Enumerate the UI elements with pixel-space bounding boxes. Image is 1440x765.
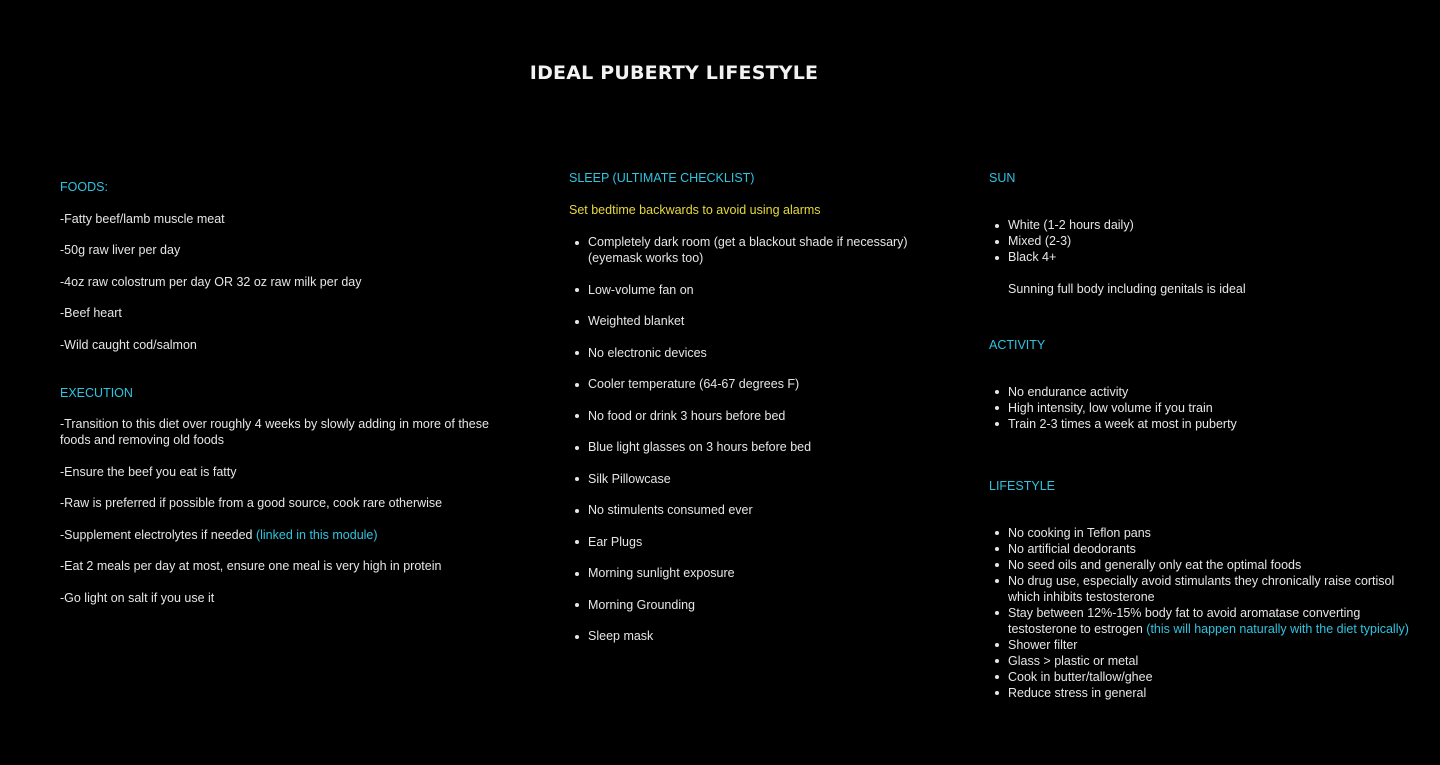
food-item: -Fatty beef/lamb muscle meat: [60, 211, 225, 226]
lifestyle-item: Glass > plastic or metal: [989, 653, 1409, 669]
lifestyle-item: No cooking in Teflon pans: [989, 525, 1409, 541]
sleep-item: Completely dark room (get a blackout shade if necessary) (eyemask works too): [569, 234, 959, 266]
sun-activity-lifestyle-column: [989, 170, 1409, 701]
sleep-item: Weighted blanket: [569, 313, 959, 329]
activity-list: [989, 384, 1409, 432]
sleep-item: No food or drink 3 hours before bed: [569, 408, 959, 424]
page-title: IDEAL PUBERTY LIFESTYLE: [529, 62, 819, 84]
lifestyle-item-bodyfat: [989, 605, 1409, 637]
sun-item: White (1-2 hours daily): [989, 217, 1409, 233]
sleep-column: [569, 170, 959, 644]
lifestyle-list: [989, 525, 1409, 701]
execution-heading: EXECUTION: [60, 385, 133, 400]
lifestyle-item: No seed oils and generally only eat the optimal foods: [989, 557, 1409, 573]
activity-item: Train 2-3 times a week at most in puberty: [989, 416, 1409, 432]
execution-item: -Eat 2 meals per day at most, ensure one meal is very high in protein: [60, 559, 442, 573]
lifestyle-item: No drug use, especially avoid stimulants they chronically raise cortisol which inhibits testosterone: [989, 573, 1409, 605]
sun-item: Mixed (2-3): [989, 233, 1409, 249]
activity-item: No endurance activity: [989, 384, 1409, 400]
sleep-item: Blue light glasses on 3 hours before bed: [569, 439, 959, 455]
lifestyle-item: Cook in butter/tallow/ghee: [989, 669, 1409, 685]
bodyfat-note: (this will happen naturally with the diet typically): [1146, 621, 1409, 636]
sleep-checklist: [569, 234, 959, 644]
food-item: -50g raw liver per day: [60, 243, 181, 257]
sun-note: Sunning full body including genitals is ideal: [1008, 281, 1246, 296]
food-item: -4oz raw colostrum per day OR 32 oz raw milk per day: [60, 274, 362, 289]
lifestyle-item: Shower filter: [989, 637, 1409, 653]
sleep-heading: SLEEP (ULTIMATE CHECKLIST): [569, 171, 755, 185]
activity-item: High intensity, low volume if you train: [989, 400, 1409, 416]
lifestyle-item: No artificial deodorants: [989, 541, 1409, 557]
execution-item-text: -Supplement electrolytes if needed: [60, 527, 256, 542]
execution-item-electrolytes: [60, 527, 500, 543]
execution-item: -Ensure the beef you eat is fatty: [60, 464, 237, 479]
lifestyle-item-text: Stay between 12%-15% body fat to avoid aromatase converting testosterone to estrogen: [1008, 605, 1361, 636]
execution-item: -Raw is preferred if possible from a good source, cook rare otherwise: [60, 496, 443, 510]
sleep-item: Morning sunlight exposure: [569, 565, 959, 581]
sleep-item: Silk Pillowcase: [569, 471, 959, 487]
sleep-note: Set bedtime backwards to avoid using alarms: [569, 203, 821, 217]
activity-heading: ACTIVITY: [989, 337, 1046, 352]
sleep-item: No stimulents consumed ever: [569, 502, 959, 518]
lifestyle-heading: LIFESTYLE: [989, 478, 1055, 493]
lifestyle-item: Reduce stress in general: [989, 685, 1409, 701]
food-item: -Beef heart: [60, 306, 122, 320]
electrolytes-link[interactable]: (linked in this module): [255, 527, 378, 542]
execution-item: -Transition to this diet over roughly 4 weeks by slowly adding in more of these foods and removing old foods: [60, 417, 489, 447]
food-item: -Wild caught cod/salmon: [60, 337, 197, 352]
sun-list: [989, 217, 1409, 265]
sun-item: Black 4+: [989, 249, 1409, 265]
sun-heading: SUN: [989, 171, 1016, 185]
sleep-item: Cooler temperature (64-67 degrees F): [569, 376, 959, 392]
sleep-item: Ear Plugs: [569, 534, 959, 550]
sleep-item: No electronic devices: [569, 345, 959, 361]
foods-column: [60, 179, 500, 606]
sleep-item: Morning Grounding: [569, 597, 959, 613]
execution-item: -Go light on salt if you use it: [60, 590, 215, 605]
sleep-item: Sleep mask: [569, 628, 959, 644]
foods-heading: FOODS:: [60, 180, 108, 194]
sleep-item: Low-volume fan on: [569, 282, 959, 298]
